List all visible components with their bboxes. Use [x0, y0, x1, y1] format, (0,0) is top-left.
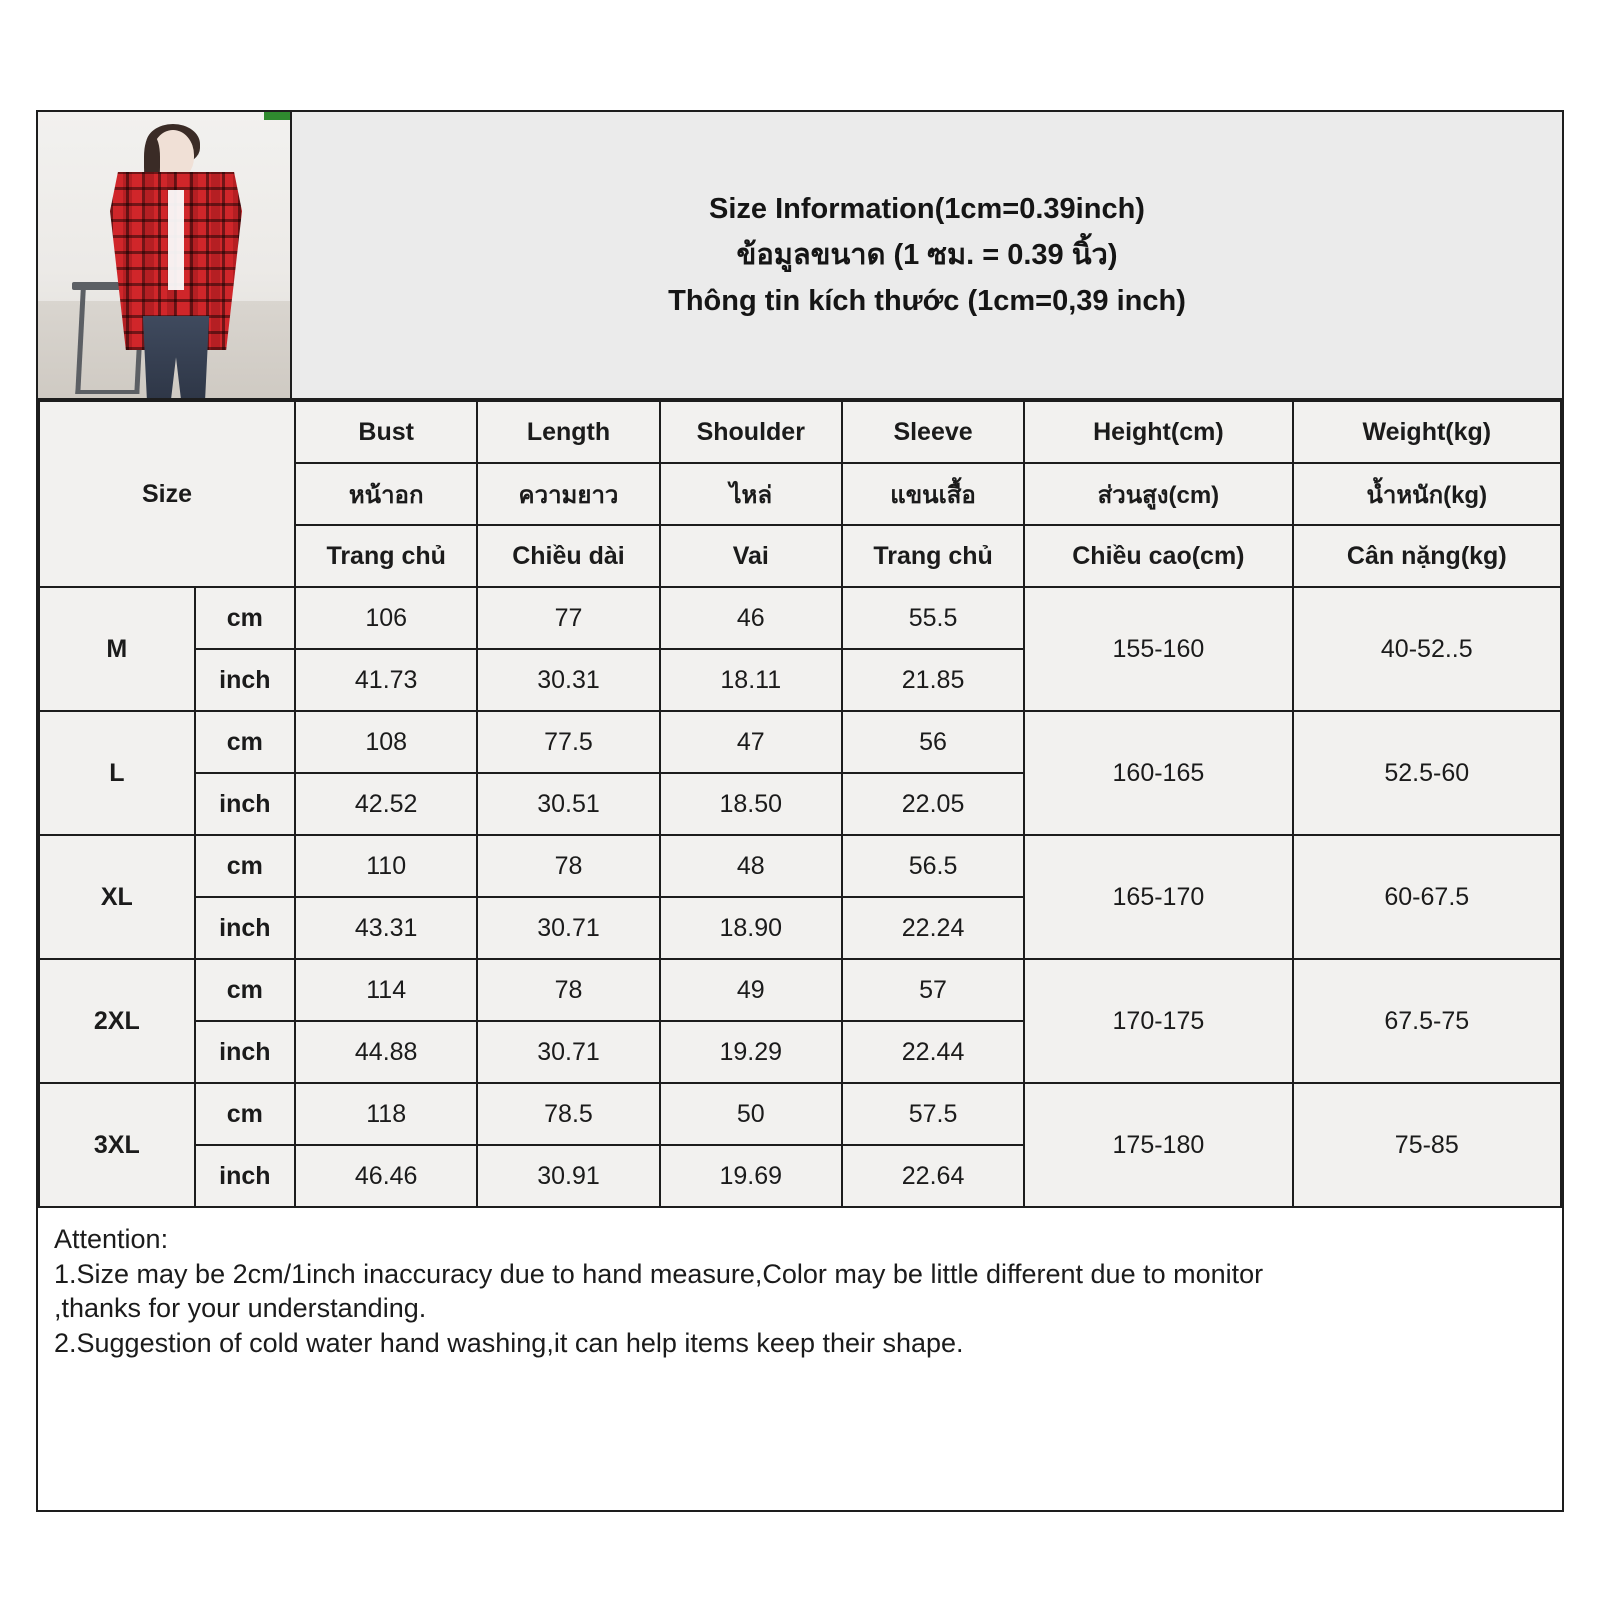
- title-thai: ข้อมูลขนาด (1 ซม. = 0.39 นิ้ว): [736, 238, 1118, 271]
- xl-inch-length: 30.71: [477, 897, 659, 959]
- table-header-row-en: [39, 401, 1561, 463]
- col-header-length-en: Length: [477, 401, 659, 463]
- m-cm-length: 77: [477, 587, 659, 649]
- l-inch-length: 30.51: [477, 773, 659, 835]
- col-header-height-th: ส่วนสูง(cm): [1024, 463, 1292, 525]
- col-header-weight-th: น้ำหนัก(kg): [1293, 463, 1561, 525]
- size-table: [38, 400, 1562, 1208]
- table-row: [39, 959, 1561, 1021]
- xl-cm-length: 78: [477, 835, 659, 897]
- table-row: [39, 1083, 1561, 1145]
- table-row: [39, 711, 1561, 773]
- size-header-cell: Size: [39, 401, 295, 587]
- m-inch-length: 30.31: [477, 649, 659, 711]
- xl-inch-sleeve: 22.24: [842, 897, 1024, 959]
- x3l-inch-bust: 46.46: [295, 1145, 477, 1207]
- m-inch-sleeve: 21.85: [842, 649, 1024, 711]
- attention-line-3: 2.Suggestion of cold water hand washing,it can help items keep their shape.: [54, 1327, 964, 1358]
- m-inch-bust: 41.73: [295, 649, 477, 711]
- product-photo-cell: [38, 112, 292, 398]
- attention-section: [38, 1208, 1562, 1360]
- unit-cm-m: cm: [195, 587, 295, 649]
- model-shirt-opening: [168, 190, 184, 290]
- l-weight: 52.5-60: [1293, 711, 1561, 835]
- x2l-inch-shoulder: 19.29: [660, 1021, 842, 1083]
- title-block: [292, 112, 1562, 398]
- x3l-height: 175-180: [1024, 1083, 1292, 1207]
- x2l-inch-bust: 44.88: [295, 1021, 477, 1083]
- x2l-cm-bust: 114: [295, 959, 477, 1021]
- m-inch-shoulder: 18.11: [660, 649, 842, 711]
- table-row: [39, 587, 1561, 649]
- x2l-cm-sleeve: 57: [842, 959, 1024, 1021]
- unit-inch-xl: inch: [195, 897, 295, 959]
- product-photo: [38, 112, 290, 398]
- col-header-sleeve-vi: Trang chủ: [842, 525, 1024, 587]
- col-header-bust-th: หน้าอก: [295, 463, 477, 525]
- xl-height: 165-170: [1024, 835, 1292, 959]
- unit-inch-3xl: inch: [195, 1145, 295, 1207]
- col-header-bust-en: Bust: [295, 401, 477, 463]
- col-header-height-vi: Chiều cao(cm): [1024, 525, 1292, 587]
- m-cm-sleeve: 55.5: [842, 587, 1024, 649]
- m-cm-bust: 106: [295, 587, 477, 649]
- title-vietnamese: Thông tin kích thước (1cm=0,39 inch): [668, 285, 1186, 318]
- unit-cm-l: cm: [195, 711, 295, 773]
- m-height: 155-160: [1024, 587, 1292, 711]
- col-header-weight-en: Weight(kg): [1293, 401, 1561, 463]
- unit-cm-3xl: cm: [195, 1083, 295, 1145]
- l-cm-length: 77.5: [477, 711, 659, 773]
- model-figure: [90, 130, 260, 398]
- x2l-weight: 67.5-75: [1293, 959, 1561, 1083]
- col-header-shoulder-vi: Vai: [660, 525, 842, 587]
- model-jeans: [140, 316, 212, 398]
- row-size-xl: XL: [39, 835, 195, 959]
- col-header-length-vi: Chiều dài: [477, 525, 659, 587]
- x2l-height: 170-175: [1024, 959, 1292, 1083]
- col-header-sleeve-en: Sleeve: [842, 401, 1024, 463]
- row-size-l: L: [39, 711, 195, 835]
- col-header-shoulder-th: ไหล่: [660, 463, 842, 525]
- x3l-inch-length: 30.91: [477, 1145, 659, 1207]
- attention-heading: Attention:: [54, 1224, 169, 1254]
- xl-inch-shoulder: 18.90: [660, 897, 842, 959]
- x3l-inch-sleeve: 22.64: [842, 1145, 1024, 1207]
- l-inch-bust: 42.52: [295, 773, 477, 835]
- xl-inch-bust: 43.31: [295, 897, 477, 959]
- col-header-height-en: Height(cm): [1024, 401, 1292, 463]
- row-size-2xl: 2XL: [39, 959, 195, 1083]
- x3l-cm-bust: 118: [295, 1083, 477, 1145]
- l-cm-bust: 108: [295, 711, 477, 773]
- row-size-3xl: 3XL: [39, 1083, 195, 1207]
- x2l-inch-sleeve: 22.44: [842, 1021, 1024, 1083]
- x3l-inch-shoulder: 19.69: [660, 1145, 842, 1207]
- x3l-cm-length: 78.5: [477, 1083, 659, 1145]
- title-english: Size Information(1cm=0.39inch): [709, 192, 1145, 225]
- size-chart-card: [36, 110, 1564, 1512]
- attention-line-2: ,thanks for your understanding.: [54, 1293, 427, 1324]
- xl-cm-bust: 110: [295, 835, 477, 897]
- xl-weight: 60-67.5: [1293, 835, 1561, 959]
- x3l-weight: 75-85: [1293, 1083, 1561, 1207]
- l-inch-shoulder: 18.50: [660, 773, 842, 835]
- table-row: [39, 835, 1561, 897]
- xl-cm-sleeve: 56.5: [842, 835, 1024, 897]
- header-section: [38, 112, 1562, 400]
- l-height: 160-165: [1024, 711, 1292, 835]
- l-cm-shoulder: 47: [660, 711, 842, 773]
- green-accent-strip: [264, 112, 290, 120]
- x3l-cm-sleeve: 57.5: [842, 1083, 1024, 1145]
- l-cm-sleeve: 56: [842, 711, 1024, 773]
- col-header-length-th: ความยาว: [477, 463, 659, 525]
- col-header-weight-vi: Cân nặng(kg): [1293, 525, 1561, 587]
- unit-cm-xl: cm: [195, 835, 295, 897]
- row-size-m: M: [39, 587, 195, 711]
- attention-line-1: 1.Size may be 2cm/1inch inaccuracy due to hand measure,Color may be little different due to monitor: [54, 1258, 1264, 1289]
- col-header-bust-vi: Trang chủ: [295, 525, 477, 587]
- unit-inch-l: inch: [195, 773, 295, 835]
- x2l-cm-shoulder: 49: [660, 959, 842, 1021]
- m-weight: 40-52..5: [1293, 587, 1561, 711]
- x2l-inch-length: 30.71: [477, 1021, 659, 1083]
- col-header-sleeve-th: แขนเสื้อ: [842, 463, 1024, 525]
- unit-cm-2xl: cm: [195, 959, 295, 1021]
- xl-cm-shoulder: 48: [660, 835, 842, 897]
- x3l-cm-shoulder: 50: [660, 1083, 842, 1145]
- unit-inch-2xl: inch: [195, 1021, 295, 1083]
- m-cm-shoulder: 46: [660, 587, 842, 649]
- l-inch-sleeve: 22.05: [842, 773, 1024, 835]
- col-header-shoulder-en: Shoulder: [660, 401, 842, 463]
- unit-inch-m: inch: [195, 649, 295, 711]
- x2l-cm-length: 78: [477, 959, 659, 1021]
